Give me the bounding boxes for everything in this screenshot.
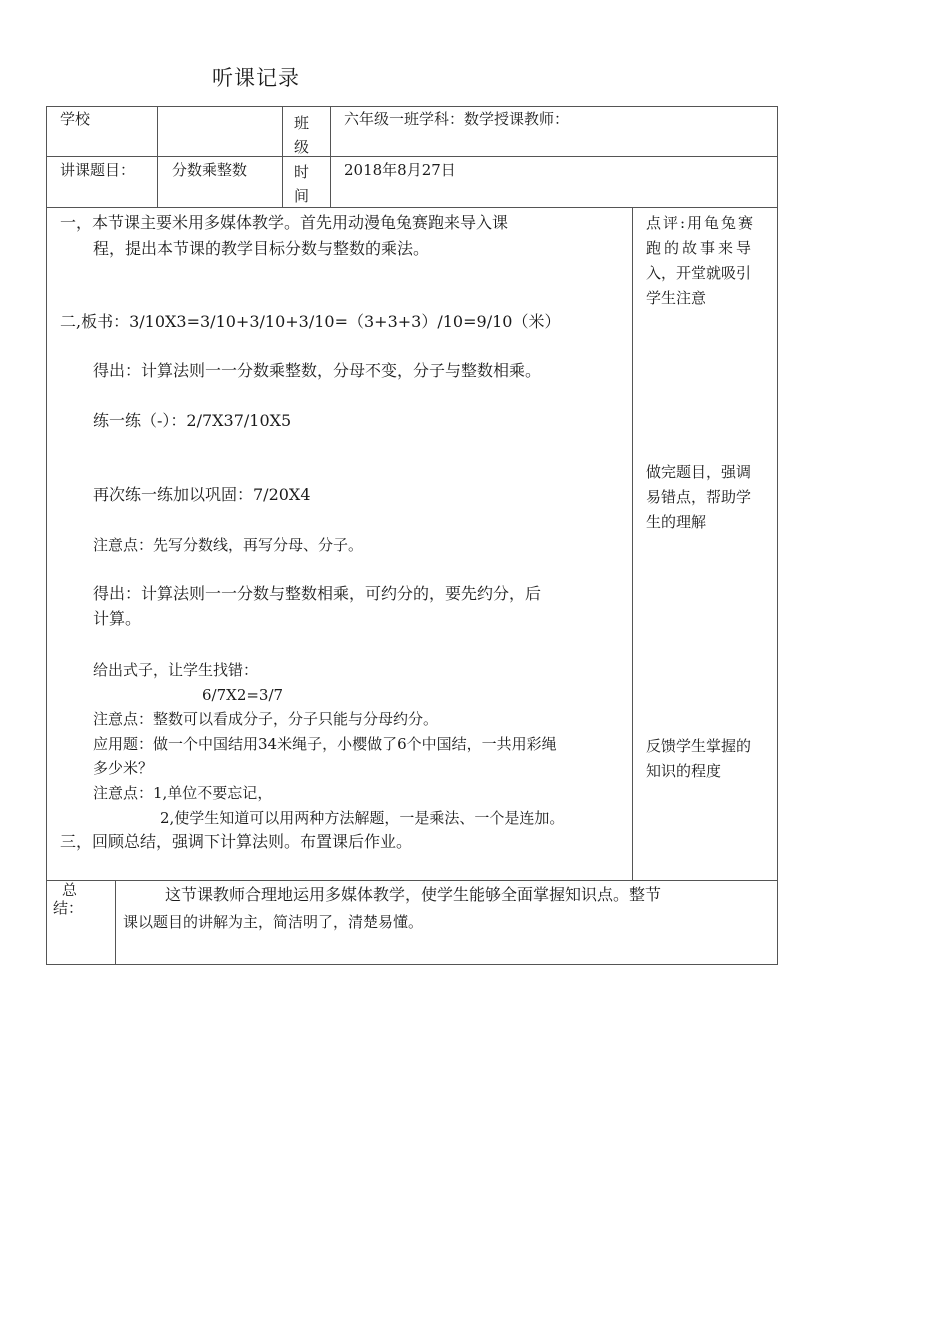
comment-2-line: 做完题目，强调 — [646, 463, 752, 481]
note-3: 注意点：1,单位不要忘记， — [93, 784, 273, 802]
conclusion-2-line-2: 计算。 — [93, 609, 142, 628]
paragraph-1-line-2: 程，提出本节课的教学目标分数与整数的乘法。 — [93, 239, 430, 258]
page-title: 听课记录 — [212, 66, 300, 90]
note-2: 注意点：整数可以看成分子，分子只能与分母约分。 — [93, 710, 439, 728]
word-problem-line-2: 多少米？ — [93, 759, 154, 777]
practice-1: 练一练（-）：2/7X37/10X5 — [93, 411, 292, 430]
board-writing: 二,板书：3/10X3=3/10+3/10+3/10=（3+3+3）/10=9/10（米） — [60, 312, 561, 331]
word-problem-line-1: 应用题：做一个中国结用34米绳子，小樱做了6个中国结，一共用彩绳 — [93, 735, 557, 753]
time-label-2: 间 — [294, 187, 310, 205]
topic-label: 讲课题目： — [60, 161, 136, 179]
body-bottom-border — [46, 880, 777, 881]
conclusion-1: 得出：计算法则一一分数乘整数，分母不变，分子与整数相乘。 — [93, 361, 542, 380]
class-label-2: 级 — [294, 138, 310, 156]
table-left-border — [46, 106, 47, 965]
note-3-item-2: 2,使学生知道可以用两种方法解题，一是乘法、一个是连加。 — [160, 809, 565, 827]
comment-1-line: 入，开堂就吸引 — [646, 264, 752, 282]
summary-label-1: 总 — [62, 881, 78, 899]
header-divider-2 — [282, 106, 283, 207]
comment-2-line: 易错点，帮助学 — [646, 488, 752, 506]
topic-value: 分数乘整数 — [172, 161, 248, 179]
table-right-border — [777, 106, 778, 965]
header-divider-3 — [330, 106, 331, 207]
comment-2-line: 生的理解 — [646, 513, 707, 531]
summary-line-2: 课以题目的讲解为主，简洁明了，清楚易懂。 — [123, 913, 424, 931]
paragraph-3: 三，回顾总结，强调下计算法则。布置课后作业。 — [60, 832, 413, 851]
comment-3-line: 知识的程度 — [646, 762, 722, 780]
practice-2: 再次练一练加以巩固：7/20X4 — [93, 485, 311, 504]
header-divider-1 — [157, 106, 158, 207]
comment-1-line: 点评:用龟兔赛 — [646, 214, 756, 232]
error-expression: 6/7X2=3/7 — [202, 686, 284, 704]
time-label-1: 时 — [294, 163, 310, 181]
note-1: 注意点：先写分数线，再写分母、分子。 — [93, 536, 364, 554]
summary-divider — [115, 880, 116, 964]
paragraph-1-line-1: 一，本节课主要米用多媒体教学。首先用动漫龟兔赛跑来导入课 — [60, 213, 509, 232]
summary-line-1: 这节课教师合理地运用多媒体教学，使学生能够全面掌握知识点。整节 — [165, 885, 662, 904]
table-bottom-border — [46, 964, 777, 965]
school-label: 学校 — [60, 110, 91, 128]
comment-divider — [632, 207, 633, 880]
comment-1-line: 跑的故事来导 — [646, 239, 755, 257]
summary-label-2: 结： — [53, 899, 84, 917]
class-info: 六年级一班学科：数学授课教师： — [344, 110, 570, 128]
conclusion-2-line-1: 得出：计算法则一一分数与整数相乘，可约分的，要先约分，后 — [93, 584, 542, 603]
comment-1-line: 学生注意 — [646, 289, 707, 307]
comment-3-line: 反馈学生掌握的 — [646, 737, 752, 755]
row2-bottom-border — [46, 207, 777, 208]
lesson-date: 2018年8月27日 — [344, 161, 456, 179]
class-label-1: 班 — [294, 114, 310, 132]
find-error-prompt: 给出式子，让学生找错： — [93, 661, 259, 679]
